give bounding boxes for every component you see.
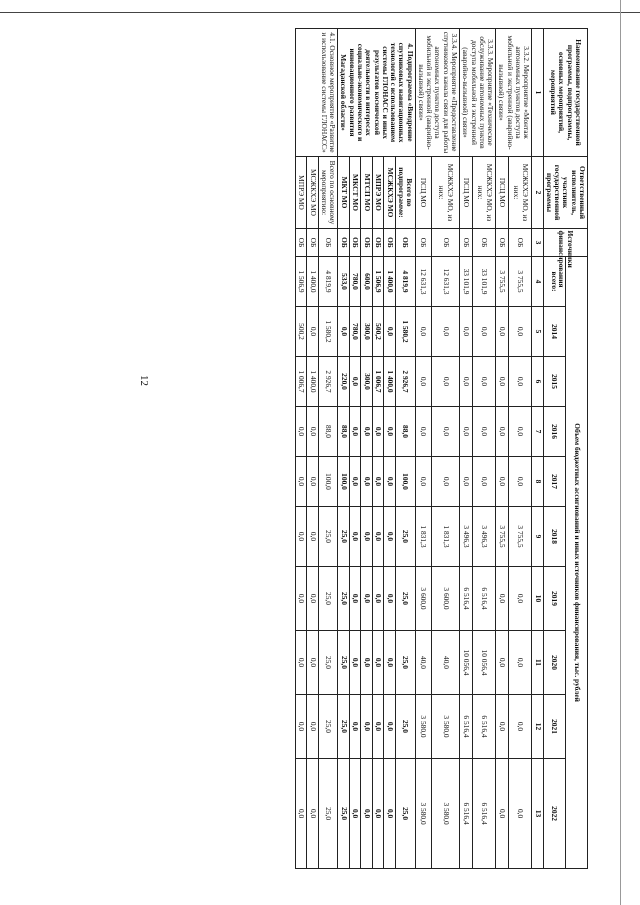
year-value-cell: 25,0: [338, 507, 350, 567]
year-value-cell: 0,0: [415, 407, 431, 457]
index-cell: 1: [532, 29, 543, 157]
year-value-cell: 0,0: [307, 695, 318, 759]
total-value-cell: 1 400,0: [384, 257, 396, 307]
year-value-cell: 0,0: [307, 407, 318, 457]
index-cell: 4: [532, 257, 543, 307]
year-value-cell: 0,0: [473, 307, 496, 357]
year-value-cell: 0,0: [509, 307, 532, 357]
year-value-cell: 0,0: [361, 457, 373, 507]
page-number: 12: [138, 375, 150, 386]
total-value-cell: 1 400,0: [307, 257, 318, 307]
year-value-cell: 0,0: [296, 631, 307, 695]
source-cell: ОБ: [361, 229, 373, 257]
year-value-cell: 0,0: [509, 759, 532, 869]
year-value-cell: 1 580,2: [318, 307, 338, 357]
year-value-cell: 0,0: [372, 407, 384, 457]
executor-cell: Всего по подпрограмме:: [395, 157, 415, 229]
year-value-cell: 3 580,0: [431, 759, 459, 869]
total-value-cell: 12 631,3: [415, 257, 431, 307]
header-year: 2014: [543, 307, 565, 357]
total-value-cell: 1 506,9: [296, 257, 307, 307]
year-value-cell: 10 056,4: [460, 631, 473, 695]
year-value-cell: 1 400,0: [384, 357, 396, 407]
year-value-cell: 25,0: [338, 759, 350, 869]
index-cell: 8: [532, 457, 543, 507]
year-value-cell: 0,0: [384, 759, 396, 869]
year-value-cell: 300,0: [361, 357, 373, 407]
year-value-cell: 88,0: [395, 407, 415, 457]
year-value-cell: 0,0: [349, 407, 361, 457]
year-value-cell: 0,0: [361, 407, 373, 457]
year-value-cell: 0,0: [473, 357, 496, 407]
year-value-cell: 0,0: [384, 567, 396, 631]
year-value-cell: 0,0: [372, 631, 384, 695]
year-value-cell: 0,0: [431, 407, 459, 457]
year-value-cell: 6 516,4: [460, 695, 473, 759]
year-value-cell: 3 496,3: [460, 507, 473, 567]
year-value-cell: 0,0: [349, 457, 361, 507]
year-value-cell: 0,0: [384, 307, 396, 357]
year-value-cell: 1 831,3: [431, 507, 459, 567]
year-value-cell: 0,0: [473, 457, 496, 507]
year-value-cell: 1 006,7: [296, 357, 307, 407]
year-value-cell: 300,0: [361, 307, 373, 357]
year-value-cell: 25,0: [318, 567, 338, 631]
header-year: 2015: [543, 357, 565, 407]
year-value-cell: 88,0: [338, 407, 350, 457]
year-value-cell: 0,0: [384, 695, 396, 759]
year-value-cell: 0,0: [384, 407, 396, 457]
year-value-cell: 1 831,3: [415, 507, 431, 567]
header-source: Источники финансирования: [543, 229, 587, 257]
year-value-cell: 10 056,4: [473, 631, 496, 695]
year-value-cell: 0,0: [460, 407, 473, 457]
measure-name-cell: 3.3.2. Мероприятие «Монтаж автономных пунктов доступа мобильной и экстренной (аварийно-вызывной) связи»: [496, 29, 532, 157]
executor-cell: МКТ МО: [338, 157, 350, 229]
year-value-cell: 25,0: [318, 631, 338, 695]
year-value-cell: 2 926,7: [395, 357, 415, 407]
index-row: [532, 29, 543, 869]
year-value-cell: 0,0: [431, 357, 459, 407]
year-value-cell: 0,0: [460, 307, 473, 357]
year-value-cell: 0,0: [384, 631, 396, 695]
year-value-cell: 25,0: [395, 631, 415, 695]
source-cell: ОБ: [509, 229, 532, 257]
year-value-cell: 3 580,0: [415, 695, 431, 759]
executor-cell: МСЖКХЭ МО, из них:: [473, 157, 496, 229]
year-value-cell: 3 755,5: [496, 507, 509, 567]
year-value-cell: 1 580,2: [395, 307, 415, 357]
year-value-cell: 500,2: [296, 307, 307, 357]
total-value-cell: 3 755,5: [509, 257, 532, 307]
year-value-cell: 0,0: [460, 357, 473, 407]
year-value-cell: 6 516,4: [473, 695, 496, 759]
source-cell: ОБ: [349, 229, 361, 257]
measure-name-cell: 4.1. Основное мероприятие «Развитие и использование системы ГЛОНАСС»: [296, 29, 338, 157]
year-value-cell: 0,0: [415, 357, 431, 407]
year-value-cell: 0,0: [496, 357, 509, 407]
year-value-cell: 0,0: [296, 507, 307, 567]
year-value-cell: 0,0: [296, 759, 307, 869]
year-value-cell: 0,0: [296, 695, 307, 759]
source-cell: ОБ: [431, 229, 459, 257]
year-value-cell: 88,0: [318, 407, 338, 457]
rotated-table-sheet: [88, 28, 588, 868]
year-value-cell: 0,0: [349, 507, 361, 567]
year-value-cell: 0,0: [415, 457, 431, 507]
index-cell: 7: [532, 407, 543, 457]
year-value-cell: 0,0: [296, 457, 307, 507]
source-cell: ОБ: [460, 229, 473, 257]
header-year: 2022: [543, 759, 565, 869]
year-value-cell: 0,0: [307, 567, 318, 631]
index-cell: 11: [532, 631, 543, 695]
index-cell: 9: [532, 507, 543, 567]
year-value-cell: 780,0: [349, 307, 361, 357]
header-executor: Ответственный исполнитель, участник государственной программы: [543, 157, 587, 229]
source-cell: ОБ: [296, 229, 307, 257]
year-value-cell: 0,0: [372, 507, 384, 567]
index-cell: 3: [532, 229, 543, 257]
source-cell: ОБ: [384, 229, 396, 257]
year-value-cell: 0,0: [496, 631, 509, 695]
year-value-cell: 0,0: [338, 307, 350, 357]
index-cell: 6: [532, 357, 543, 407]
source-cell: ОБ: [395, 229, 415, 257]
header-total: всего:: [543, 257, 565, 307]
year-value-cell: 500,2: [372, 307, 384, 357]
year-value-cell: 25,0: [318, 695, 338, 759]
header-year: 2017: [543, 457, 565, 507]
year-value-cell: 0,0: [372, 567, 384, 631]
measure-name-cell: 3.3.3. Мероприятие «Техническое обслуживание автономных пунктов доступа мобильной и экстренной (аварийно-вызывной) связи»: [460, 29, 496, 157]
year-value-cell: 220,0: [338, 357, 350, 407]
table-row: [395, 29, 415, 869]
funding-table: [295, 28, 588, 869]
year-value-cell: 0,0: [431, 307, 459, 357]
year-value-cell: 25,0: [318, 759, 338, 869]
year-value-cell: 0,0: [361, 695, 373, 759]
year-value-cell: 1 400,0: [307, 357, 318, 407]
total-value-cell: 12 631,3: [431, 257, 459, 307]
table-body: [296, 29, 532, 869]
year-value-cell: 0,0: [307, 507, 318, 567]
year-value-cell: 6 516,4: [473, 759, 496, 869]
table-row: [473, 29, 496, 869]
source-cell: ОБ: [473, 229, 496, 257]
year-value-cell: 3 496,3: [473, 507, 496, 567]
year-value-cell: 0,0: [460, 457, 473, 507]
year-value-cell: 0,0: [361, 759, 373, 869]
year-value-cell: 0,0: [496, 759, 509, 869]
year-value-cell: 0,0: [307, 759, 318, 869]
executor-cell: ПСЦ МО: [496, 157, 509, 229]
year-value-cell: 0,0: [509, 695, 532, 759]
page-edge: [620, 0, 621, 905]
year-value-cell: 0,0: [349, 631, 361, 695]
total-value-cell: 4 819,9: [318, 257, 338, 307]
source-cell: ОБ: [338, 229, 350, 257]
executor-cell: МПРЭ МО: [372, 157, 384, 229]
year-value-cell: 0,0: [307, 457, 318, 507]
total-value-cell: 1 506,9: [372, 257, 384, 307]
year-value-cell: 6 516,4: [460, 759, 473, 869]
year-value-cell: 0,0: [349, 357, 361, 407]
table-row: [431, 29, 459, 869]
year-value-cell: 0,0: [372, 457, 384, 507]
year-value-cell: 0,0: [496, 567, 509, 631]
year-value-cell: 100,0: [318, 457, 338, 507]
table-row: [318, 29, 338, 869]
year-value-cell: 6 516,4: [473, 567, 496, 631]
year-value-cell: 0,0: [431, 457, 459, 507]
total-value-cell: 780,0: [349, 257, 361, 307]
year-value-cell: 0,0: [296, 407, 307, 457]
source-cell: ОБ: [372, 229, 384, 257]
header-year: 2020: [543, 631, 565, 695]
measure-name-cell: 3.3.4. Мероприятие «Предоставление спутникового канала связи для работы автономных пунктов доступа мобильной и экстренной (аварийно-вызывной) связи»: [415, 29, 459, 157]
year-value-cell: 0,0: [509, 407, 532, 457]
year-value-cell: 40,0: [431, 631, 459, 695]
year-value-cell: 0,0: [372, 759, 384, 869]
source-cell: ОБ: [496, 229, 509, 257]
year-value-cell: 0,0: [509, 631, 532, 695]
executor-cell: МПРЭ МО: [296, 157, 307, 229]
measure-name-cell: 4. Подпрограмма «Внедрение спутниковых навигационных технологий с использованием системы ГЛОНАСС и иных результатов космической деятельности в интересах социально-экономического и инновационного развития Магаданской области»: [338, 29, 416, 157]
year-value-cell: 0,0: [349, 695, 361, 759]
executor-cell: МСЖКХЭ МО, из них:: [431, 157, 459, 229]
executor-cell: ПСЦ МО: [460, 157, 473, 229]
year-value-cell: 100,0: [338, 457, 350, 507]
year-value-cell: 0,0: [473, 407, 496, 457]
total-value-cell: 4 819,9: [395, 257, 415, 307]
index-cell: 5: [532, 307, 543, 357]
year-value-cell: 0,0: [496, 457, 509, 507]
executor-cell: ПСЦ МО: [415, 157, 431, 229]
executor-cell: МТСП МО: [361, 157, 373, 229]
year-value-cell: 25,0: [338, 631, 350, 695]
total-value-cell: 33 101,9: [460, 257, 473, 307]
index-cell: 13: [532, 759, 543, 869]
header-funding: Объем бюджетных ассигнований и иных источников финансирования, тыс. рублей: [565, 257, 587, 869]
header-year: 2016: [543, 407, 565, 457]
total-value-cell: 3 755,5: [496, 257, 509, 307]
executor-cell: МСЖКХЭ МО: [307, 157, 318, 229]
source-cell: ОБ: [415, 229, 431, 257]
index-cell: 12: [532, 695, 543, 759]
year-value-cell: 0,0: [496, 307, 509, 357]
executor-cell: МКСТ МО: [349, 157, 361, 229]
year-value-cell: 0,0: [361, 507, 373, 567]
total-value-cell: 600,0: [361, 257, 373, 307]
total-value-cell: 533,0: [338, 257, 350, 307]
year-value-cell: 0,0: [372, 695, 384, 759]
year-value-cell: 25,0: [395, 507, 415, 567]
year-value-cell: 0,0: [296, 567, 307, 631]
year-value-cell: 25,0: [395, 567, 415, 631]
year-value-cell: 0,0: [496, 695, 509, 759]
year-value-cell: 100,0: [395, 457, 415, 507]
year-value-cell: 0,0: [384, 507, 396, 567]
header-name: Наименование государственной программы, подпрограммы, основных мероприятий, мероприятий: [543, 29, 587, 157]
year-value-cell: 3 580,0: [415, 759, 431, 869]
year-value-cell: 40,0: [415, 631, 431, 695]
year-value-cell: 25,0: [395, 695, 415, 759]
year-value-cell: 0,0: [509, 357, 532, 407]
year-value-cell: 2 926,7: [318, 357, 338, 407]
year-value-cell: 25,0: [395, 759, 415, 869]
year-value-cell: 3 600,0: [415, 567, 431, 631]
year-value-cell: 25,0: [318, 507, 338, 567]
index-cell: 10: [532, 567, 543, 631]
year-value-cell: 0,0: [415, 307, 431, 357]
year-value-cell: 0,0: [349, 759, 361, 869]
header-year: 2021: [543, 695, 565, 759]
year-value-cell: 0,0: [307, 307, 318, 357]
year-value-cell: 25,0: [338, 695, 350, 759]
header-year: 2019: [543, 567, 565, 631]
year-value-cell: 0,0: [509, 457, 532, 507]
year-value-cell: 0,0: [307, 631, 318, 695]
source-cell: ОБ: [307, 229, 318, 257]
year-value-cell: 1 006,7: [372, 357, 384, 407]
source-cell: ОБ: [318, 229, 338, 257]
year-value-cell: 0,0: [509, 567, 532, 631]
year-value-cell: 25,0: [338, 567, 350, 631]
year-value-cell: 3 580,0: [431, 695, 459, 759]
year-value-cell: 0,0: [496, 407, 509, 457]
year-value-cell: 0,0: [361, 631, 373, 695]
total-value-cell: 33 101,9: [473, 257, 496, 307]
year-value-cell: 0,0: [349, 567, 361, 631]
index-cell: 2: [532, 157, 543, 229]
table-row: [509, 29, 532, 869]
top-rule: [0, 12, 640, 13]
year-value-cell: 6 516,4: [460, 567, 473, 631]
executor-cell: Всего по основному мероприятию:: [318, 157, 338, 229]
year-value-cell: 0,0: [384, 457, 396, 507]
year-value-cell: 3 600,0: [431, 567, 459, 631]
executor-cell: МСЖКХЭ МО, из них:: [509, 157, 532, 229]
header-year: 2018: [543, 507, 565, 567]
year-value-cell: 0,0: [361, 567, 373, 631]
executor-cell: МСЖКХЭ МО: [384, 157, 396, 229]
year-value-cell: 3 755,5: [509, 507, 532, 567]
